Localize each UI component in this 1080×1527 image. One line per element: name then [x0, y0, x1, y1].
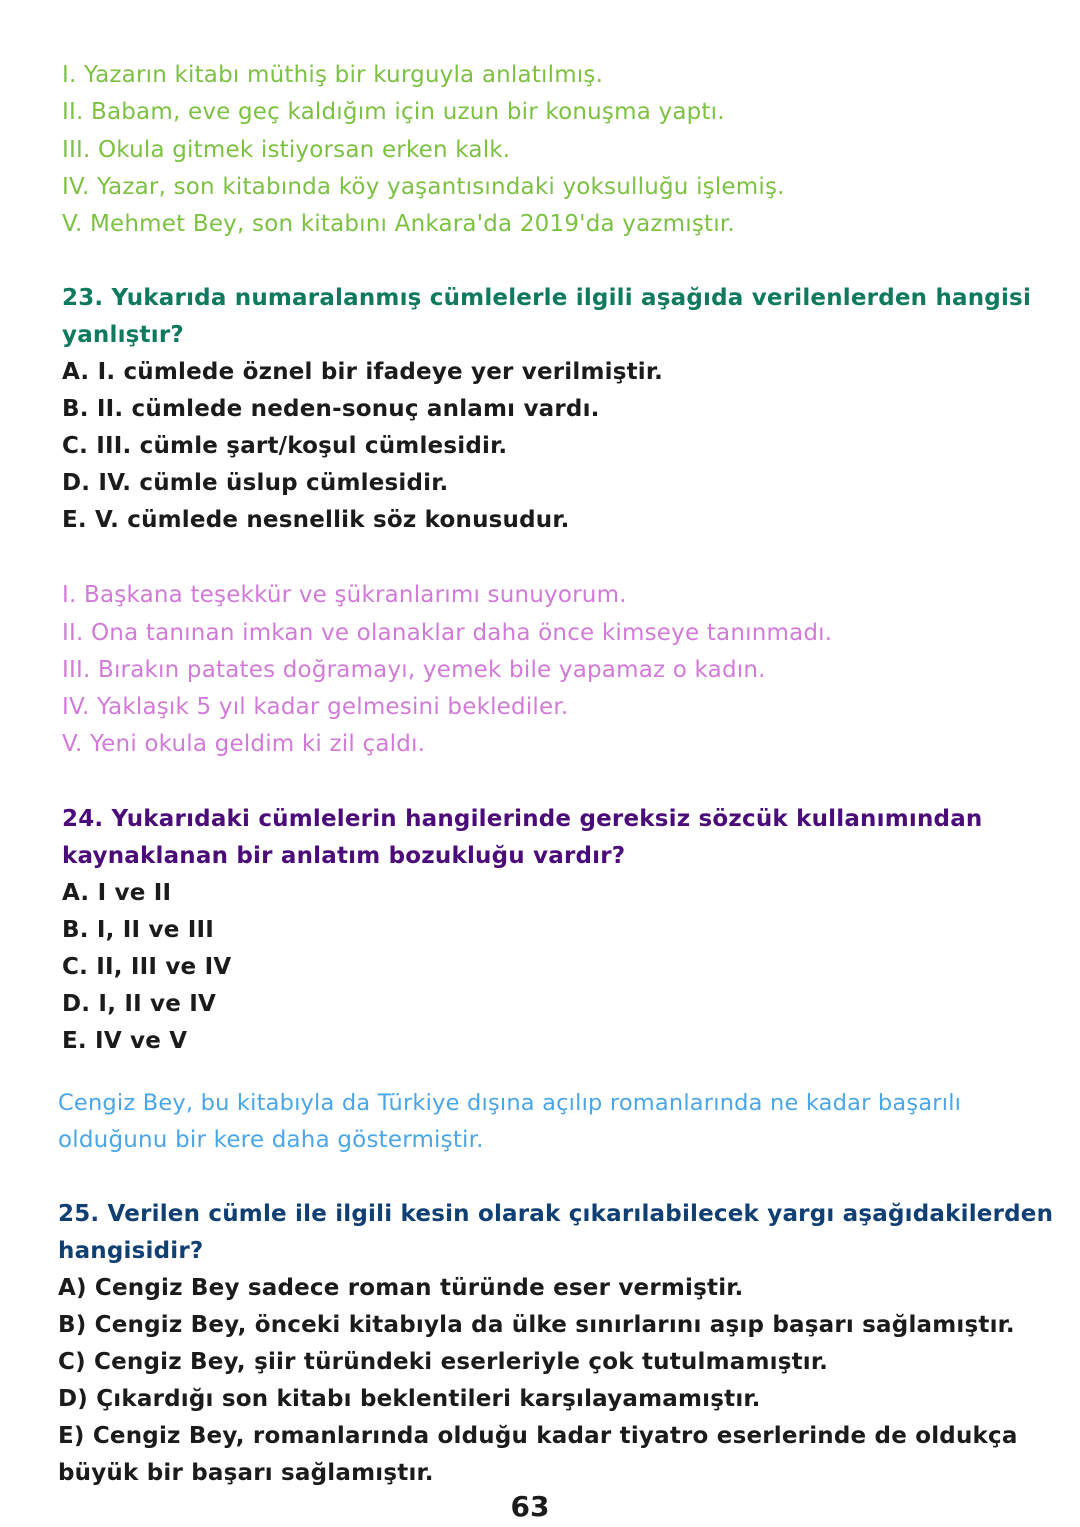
question-23-line1: 23. Yukarıda numaralanmış cümlelerle ilgili aşağıda verilenlerden hangisi	[62, 285, 1032, 311]
sentence-4: IV. Yaklaşık 5 yıl kadar gelmesini beklediler.	[62, 694, 569, 720]
q25-option-a: A) Cengiz Bey sadece roman türünde eser vermiştir.	[58, 1275, 744, 1301]
sentence-2: II. Ona tanınan imkan ve olanaklar daha önce kimseye tanınmadı.	[62, 620, 833, 646]
sentence-5: V. Yeni okula geldim ki zil çaldı.	[62, 731, 426, 757]
q23-option-b: B. II. cümlede neden-sonuç anlamı vardı.	[62, 396, 600, 422]
q23-option-d: D. IV. cümle üslup cümlesidir.	[62, 470, 449, 496]
sentence-5: V. Mehmet Bey, son kitabını Ankara'da 2019'da yazmıştır.	[62, 211, 735, 237]
q24-option-a: A. I ve II	[62, 880, 172, 906]
sentence-1: I. Başkana teşekkür ve şükranlarımı sunuyorum.	[62, 582, 627, 608]
q25-option-d: D) Çıkardığı son kitabı beklentileri karşılayamamıştır.	[58, 1386, 761, 1412]
question-24-line2: kaynaklanan bir anlatım bozukluğu vardır?	[62, 843, 626, 869]
question-23-line2: yanlıştır?	[62, 322, 184, 348]
page-number: 63	[510, 1490, 550, 1523]
q23-option-c: C. III. cümle şart/koşul cümlesidir.	[62, 433, 508, 459]
q24-option-d: D. I, II ve IV	[62, 991, 217, 1017]
question-25-line2: hangisidir?	[58, 1238, 204, 1264]
q23-option-a: A. I. cümlede öznel bir ifadeye yer verilmiştir.	[62, 359, 664, 385]
q25-option-e-continuation: büyük bir başarı sağlamıştır.	[58, 1460, 434, 1486]
sentence-1: I. Yazarın kitabı müthiş bir kurguyla anlatılmış.	[62, 62, 604, 88]
sentence-3: III. Okula gitmek istiyorsan erken kalk.	[62, 137, 511, 163]
sentence-2: II. Babam, eve geç kaldığım için uzun bir konuşma yaptı.	[62, 99, 725, 125]
q23-option-e: E. V. cümlede nesnellik söz konusudur.	[62, 507, 570, 533]
question-25-line1: 25. Verilen cümle ile ilgili kesin olarak çıkarılabilecek yargı aşağıdakilerden	[58, 1201, 1054, 1227]
q24-option-b: B. I, II ve III	[62, 917, 214, 943]
q25-option-b: B) Cengiz Bey, önceki kitabıyla da ülke sınırlarını aşıp başarı sağlamıştır.	[58, 1312, 1015, 1338]
question-24-line1: 24. Yukarıdaki cümlelerin hangilerinde gereksiz sözcük kullanımından	[62, 806, 983, 832]
q24-option-e: E. IV ve V	[62, 1028, 188, 1054]
sentence-3: III. Bırakın patates doğramayı, yemek bile yapamaz o kadın.	[62, 657, 766, 683]
q25-option-e: E) Cengiz Bey, romanlarında olduğu kadar tiyatro eserlerinde de oldukça	[58, 1423, 1018, 1449]
passage-line2: olduğunu bir kere daha göstermiştir.	[58, 1127, 484, 1153]
passage-line1: Cengiz Bey, bu kitabıyla da Türkiye dışına açılıp romanlarında ne kadar başarılı	[58, 1090, 962, 1116]
sentence-4: IV. Yazar, son kitabında köy yaşantısındaki yoksulluğu işlemiş.	[62, 174, 785, 200]
q25-option-c: C) Cengiz Bey, şiir türündeki eserleriyle çok tutulmamıştır.	[58, 1349, 829, 1375]
q24-option-c: C. II, III ve IV	[62, 954, 232, 980]
